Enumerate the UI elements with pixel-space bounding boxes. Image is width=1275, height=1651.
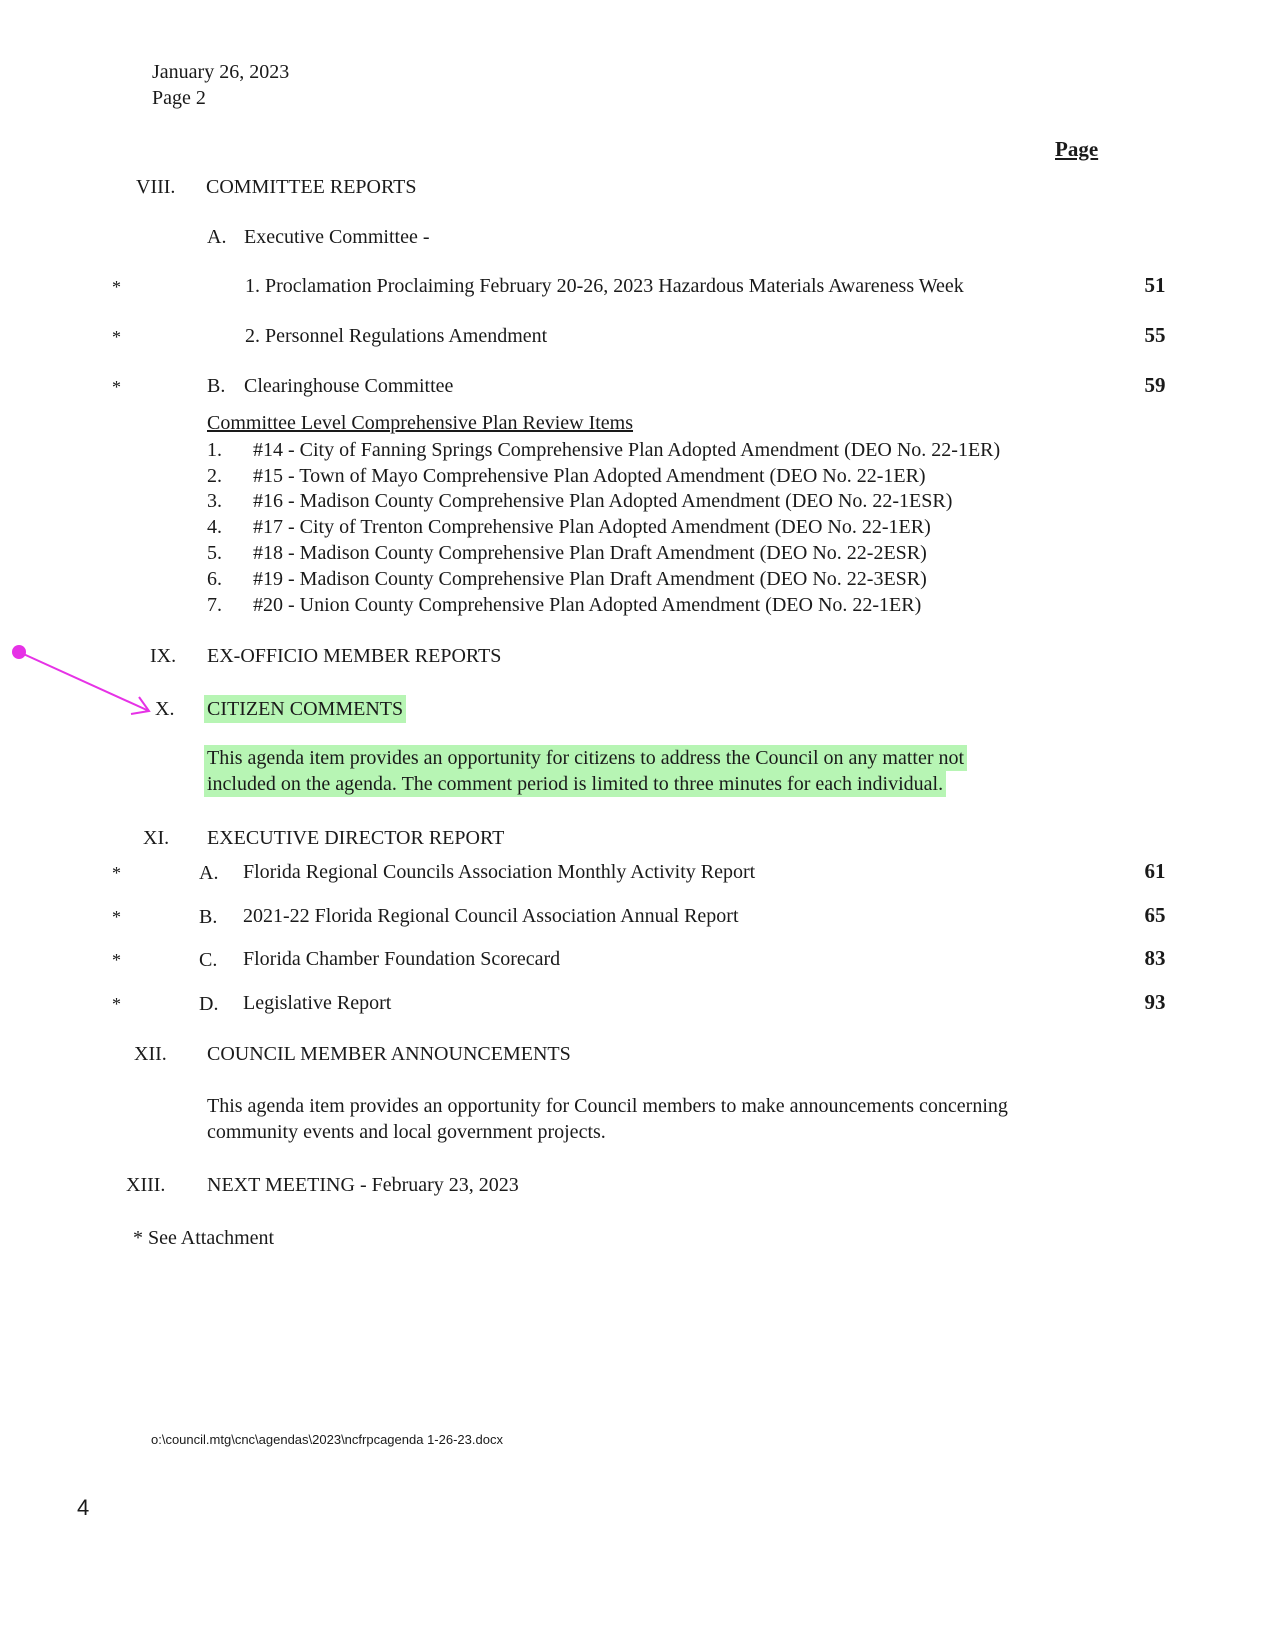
page-column-label: Page [1055, 137, 1099, 161]
attachment-marker: * [112, 327, 121, 347]
section-xi-c-letter: C. [199, 949, 218, 971]
section-x-desc-line2: included on the agenda. The comment period is limited to three minutes for each individual. [204, 771, 946, 797]
section-xi-a-text: Florida Regional Councils Association Monthly Activity Report [243, 861, 756, 883]
review-item-number: 4. [207, 516, 222, 538]
section-x-title: CITIZEN COMMENTS [204, 695, 406, 723]
section-xi-numeral: XI. [143, 827, 170, 849]
review-item-text: #20 - Union County Comprehensive Plan Adopted Amendment (DEO No. 22-1ER) [253, 594, 922, 616]
section-xi-d-letter: D. [199, 993, 219, 1015]
review-item-number: 2. [207, 465, 222, 487]
attachment-marker: * [112, 277, 121, 297]
section-viii-b-letter: B. [207, 375, 226, 397]
section-viii-a1-text: 1. Proclamation Proclaiming February 20-26, 2023 Hazardous Materials Awareness Week [245, 275, 964, 297]
attachment-marker: * [112, 907, 121, 927]
section-x-numeral: X. [155, 698, 175, 720]
section-viii-a1-page: 51 [1144, 273, 1166, 297]
review-item-text: #19 - Madison County Comprehensive Plan Draft Amendment (DEO No. 22-3ESR) [253, 568, 927, 590]
section-xi-a-letter: A. [199, 862, 219, 884]
page-number: 4 [77, 1495, 90, 1520]
review-items-heading: Committee Level Comprehensive Plan Review Items [207, 412, 634, 434]
review-item-text: #15 - Town of Mayo Comprehensive Plan Adopted Amendment (DEO No. 22-1ER) [253, 465, 926, 487]
section-xi-d-page: 93 [1144, 990, 1166, 1014]
section-xii-numeral: XII. [134, 1043, 167, 1065]
section-viii-a-letter: A. [207, 226, 227, 248]
review-item-number: 6. [207, 568, 222, 590]
section-xi-d-text: Legislative Report [243, 992, 392, 1014]
section-xi-b-page: 65 [1144, 903, 1166, 927]
section-viii-a2-text: 2. Personnel Regulations Amendment [245, 325, 548, 347]
section-viii-b-page: 59 [1144, 373, 1166, 397]
section-xiii-title: NEXT MEETING - February 23, 2023 [207, 1174, 519, 1196]
review-item-number: 7. [207, 594, 222, 616]
footnote-see-attachment: * See Attachment [133, 1227, 275, 1249]
header-date: January 26, 2023 [152, 61, 290, 83]
section-viii-title: COMMITTEE REPORTS [206, 176, 417, 198]
review-item-text: #16 - Madison County Comprehensive Plan Adopted Amendment (DEO No. 22-1ESR) [253, 490, 953, 512]
section-viii-b-title: Clearinghouse Committee [244, 375, 454, 397]
section-xii-title: COUNCIL MEMBER ANNOUNCEMENTS [207, 1043, 571, 1065]
header-page: Page 2 [152, 87, 206, 109]
section-xi-c-page: 83 [1144, 946, 1166, 970]
section-x-desc-line1: This agenda item provides an opportunity for citizens to address the Council on any matter not [204, 745, 967, 771]
attachment-marker: * [112, 950, 121, 970]
section-xiii-numeral: XIII. [126, 1174, 166, 1196]
attachment-marker: * [112, 994, 121, 1014]
section-xi-title: EXECUTIVE DIRECTOR REPORT [207, 827, 505, 849]
section-xi-a-page: 61 [1144, 859, 1166, 883]
review-item-number: 1. [207, 439, 222, 461]
section-ix-title: EX-OFFICIO MEMBER REPORTS [207, 645, 502, 667]
section-ix-numeral: IX. [150, 645, 177, 667]
attachment-marker: * [112, 863, 121, 883]
section-xi-c-text: Florida Chamber Foundation Scorecard [243, 948, 561, 970]
review-item-text: #17 - City of Trenton Comprehensive Plan Adopted Amendment (DEO No. 22-1ER) [253, 516, 931, 538]
section-viii-numeral: VIII. [136, 176, 176, 198]
section-xii-desc-line1: This agenda item provides an opportunity for Council members to make announcements concerning [207, 1095, 1008, 1117]
review-item-number: 3. [207, 490, 222, 512]
section-xi-b-text: 2021-22 Florida Regional Council Association Annual Report [243, 905, 739, 927]
review-item-text: #18 - Madison County Comprehensive Plan Draft Amendment (DEO No. 22-2ESR) [253, 542, 927, 564]
review-item-text: #14 - City of Fanning Springs Comprehensive Plan Adopted Amendment (DEO No. 22-1ER) [253, 439, 1001, 461]
section-xi-b-letter: B. [199, 906, 218, 928]
attachment-marker: * [112, 377, 121, 397]
section-viii-a2-page: 55 [1144, 323, 1166, 347]
section-xii-desc-line2: community events and local government projects. [207, 1121, 606, 1143]
section-viii-a-title: Executive Committee - [244, 226, 430, 248]
file-path: o:\council.mtg\cnc\agendas\2023\ncfrpcagenda 1-26-23.docx [151, 1432, 503, 1447]
review-item-number: 5. [207, 542, 222, 564]
